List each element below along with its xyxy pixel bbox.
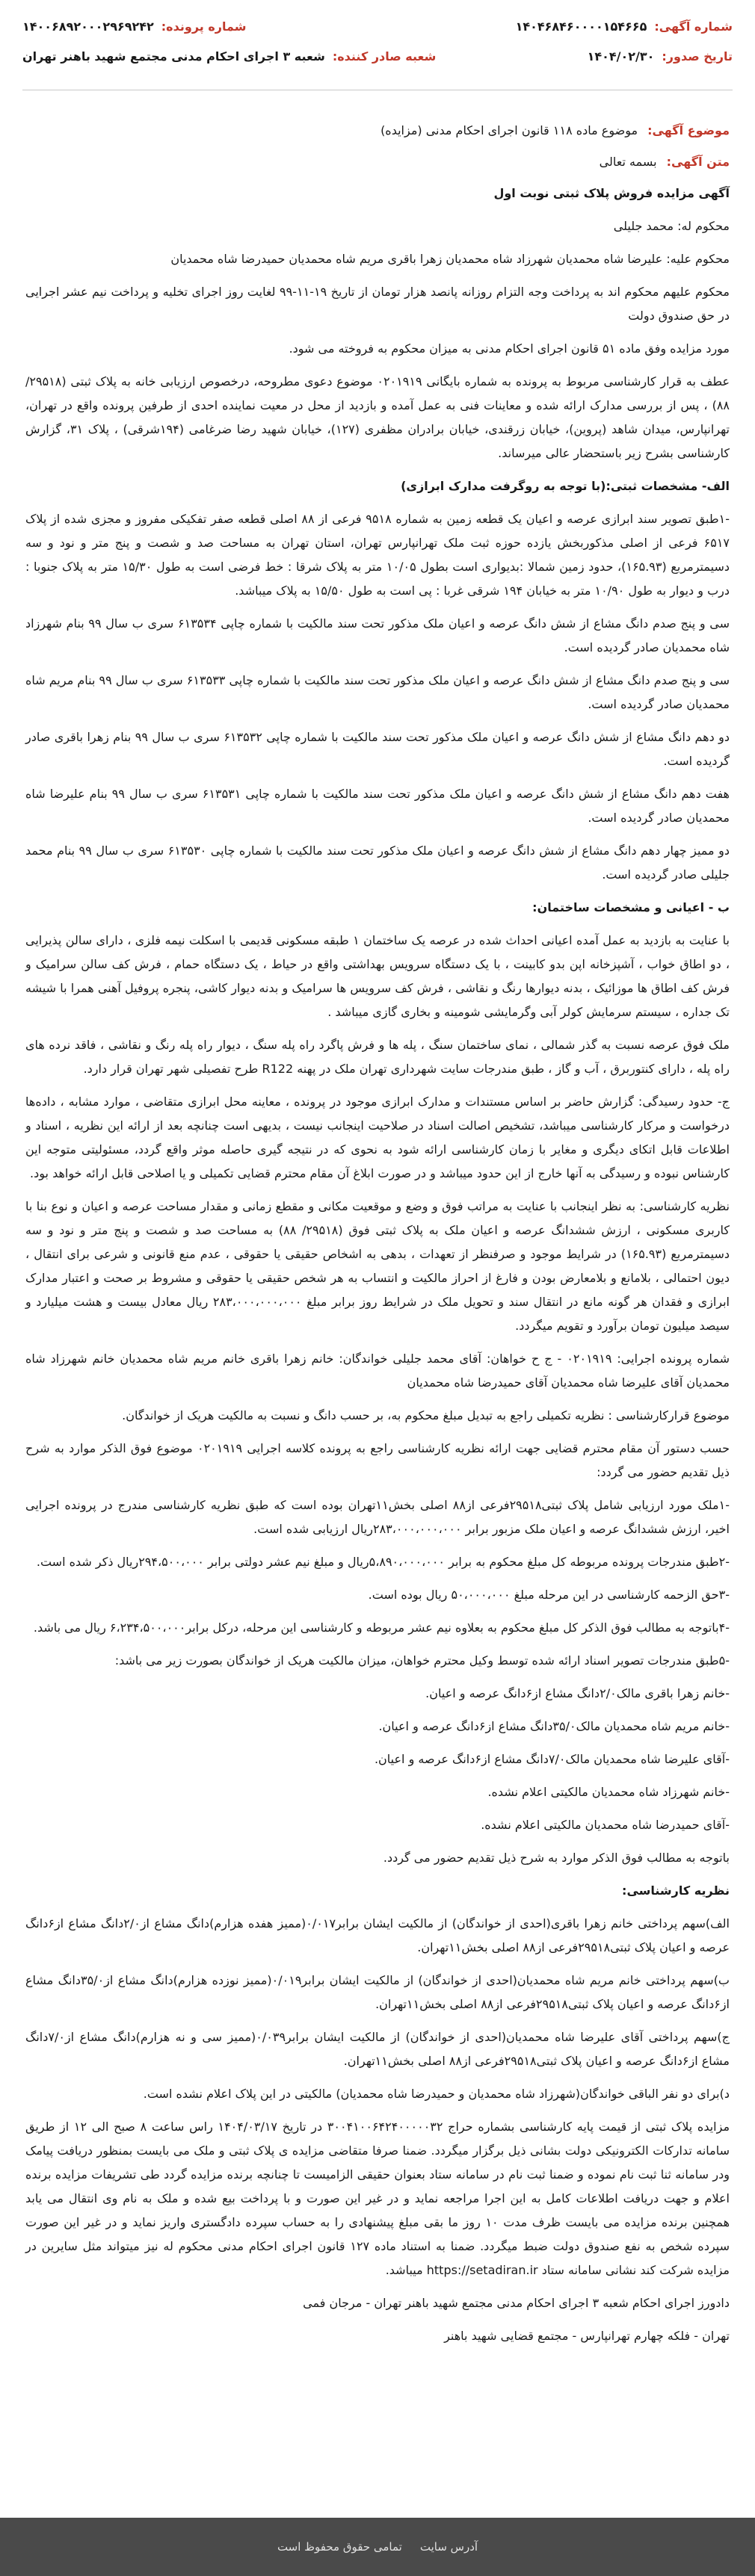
paragraph: -آقای حمیدرضا شاه محمدیان مالکیتی اعلام نشده. bbox=[481, 1818, 730, 1832]
case-number-label: شماره پرونده: bbox=[161, 19, 247, 34]
paragraph: ملک فوق عرصه نسبت به گذر شمالی ، نمای ساختمان سنگ ، پله ها و فرش پاگرد راه پله سنگ ، دیوار راه پله رنگ و نقاشی ، فاقد نرده های راه پله ، دارای کنتوربرق ، آب و گاز ، طبق مندرجات سایت شهرداری تهران ملک در پهنه R122 طرح تفصیلی شهر تهران قرار دارد. bbox=[25, 1038, 730, 1076]
paragraph: ب - اعیانی و مشخصات ساختمان: bbox=[532, 900, 730, 914]
paragraph: باتوجه به مطالب فوق الذکر موارد به شرح ذیل تقدیم حضور می گردد. bbox=[383, 1851, 730, 1865]
paragraph: محکوم له: محمد جلیلی bbox=[613, 219, 730, 233]
paragraph: -خانم شهرزاد شاه محمدیان مالکیتی اعلام نشده. bbox=[487, 1785, 730, 1799]
page-footer bbox=[0, 2518, 755, 2576]
issue-date-value: ۱۴۰۴/۰۲/۳۰ bbox=[587, 49, 655, 64]
paragraph: آگهی مزایده فروش پلاک ثبتی نوبت اول bbox=[493, 186, 730, 200]
issue-date-label: تاریخ صدور: bbox=[662, 49, 733, 64]
footer-left: آدرس سایت bbox=[419, 2540, 478, 2554]
footer-right: تمامی حقوق محفوظ است bbox=[277, 2540, 402, 2554]
paragraph: محکوم علیه: علیرضا شاه محمدیان شهرزاد شاه محمدیان زهرا باقری مریم شاه محمدیان حمیدرضا شاه محمدیان bbox=[170, 252, 730, 266]
paragraph: نظریه کارشناسی: به نظر اینجانب با عنایت به مراتب فوق و وضع و موقعیت مکانی و مقطع زمانی و مقدار مساحت عرصه و اعیان و نوع بنا با کاربری مسکونی ، ارزش ششدانگ عرصه و اعیان ملک به پلاک ثبتی فوق (۲۹۵۱۸/ ۸۸) به مساحت صد و شصت و پنج متر و نود و سه دسیمترمربع (۱۶۵.۹۳) در شرایط موجود و صرفنظر از تعهدات ، بدهی به اشخاص حقیقی یا حقوقی ، عدم منع قانونی و شرعی برای انتقال ، دیون احتمالی ، بلامانع و بلامعارض بودن و فارغ از احراز مالکیت و انتساب به هر شخص حقیقی یا حقوقی و مشروط بر صحت و اعتبار مدارک ابرازی و فقدان هر گونه مانع در انتقال سند و تحویل ملک در شرایط روز برابر مبلغ ۲۸۳،۰۰۰،۰۰۰،۰۰۰ ریال معادل بیست و هشت میلیارد و سیصد میلیون تومان برآورد و تقویم میگردد. bbox=[25, 1199, 730, 1333]
paragraph: موضوع قرارکارشناسی : نظریه تکمیلی راجع به تبدیل مبلغ محکوم به، بر حسب دانگ و نسبت به مالکیت هریک از خواندگان. bbox=[122, 1408, 730, 1422]
issue-date bbox=[588, 49, 733, 64]
paragraph-list bbox=[25, 182, 730, 2348]
paragraph: د)برای دو نفر الباقی خواندگان(شهرزاد شاه محمدیان و حمیدرضا شاه محمدیان) مالکیتی در این پلاک اعلام نشده است. bbox=[143, 2087, 730, 2101]
paragraph: الف- مشخصات ثبتی:(با توجه به روگرفت مدارک ابرازی) bbox=[401, 479, 730, 493]
paragraph: -۵طبق مندرجات تصویر اسناد ارائه شده توسط وکیل محترم خواهان، میزان مالکیت هریک از خواندگان بصورت زیر می باشد: bbox=[114, 1653, 730, 1668]
text-value: بسمه تعالی bbox=[599, 155, 657, 169]
paragraph: سی و پنج صدم دانگ مشاع از شش دانگ عرصه و اعیان ملک مذکور تحت سند مالکیت با شماره چاپی ۶۱۳۵۳۳ سری ب سال ۹۹ بنام مریم شاه محمدیان صادر گردیده است. bbox=[25, 673, 730, 711]
paragraph: ب)سهم پرداختی خانم مریم شاه محمدیان(احدی از خواندگان) از مالکیت ایشان برابر۰/۰۱۹(ممیز نوزده هزارم)دانگ مشاع از۳۵/۰دانگ مشاع از۶دانگ عرصه و اعیان پلاک ثبتی۲۹۵۱۸فرعی از۸۸ اصلی بخش۱۱تهران. bbox=[25, 1973, 730, 2011]
notice-body bbox=[0, 105, 755, 2348]
header-row-1 bbox=[22, 19, 733, 49]
ad-number bbox=[516, 19, 733, 34]
paragraph: -۱ملک مورد ارزیابی شامل پلاک ثبتی۲۹۵۱۸فرعی از۸۸ اصلی بخش۱۱تهران بوده است که طبق نظریه کارشناسی مندرج در پرونده اجرایی اخیر، ارزش ششدانگ عرصه و اعیان ملک مزبور برابر ۲۸۳،۰۰۰،۰۰۰،۰۰۰ریال ارزیابی شده است. bbox=[25, 1498, 730, 1536]
paragraph: حسب دستور آن مقام محترم قضایی جهت ارائه نظریه کارشناسی راجع به پرونده کلاسه اجرایی ۰۲۰۱۹۱۹ موضوع فوق الذکر موارد به شرح ذیل تقدیم حضور می گردد: bbox=[25, 1441, 730, 1479]
subject-value: موضوع ماده ۱۱۸ قانون اجرای احکام مدنی (مزایده) bbox=[380, 123, 638, 137]
paragraph: مورد مزایده وفق ماده ۵۱ قانون اجرای احکام مدنی به میزان محکوم به فروخته می شود. bbox=[289, 341, 730, 356]
paragraph: دو دهم دانگ مشاع از شش دانگ عرصه و اعیان ملک مذکور تحت سند مالکیت با شماره چاپی ۶۱۳۵۳۲ سری ب سال ۹۹ بنام زهرا باقری صادر گردیده است. bbox=[25, 730, 730, 768]
subject-label: موضوع آگهی: bbox=[647, 123, 730, 137]
paragraph: -۱طبق تصویر سند ابرازی عرصه و اعیان یک قطعه زمین به شماره ۹۵۱۸ فرعی از ۸۸ اصلی قطعه صفر تفکیکی مفروز و مجزی شده از پلاک ۶۵۱۷ فرعی از اصلی مذکوربخش یازده حوزه ثبت ملک تهرانپارس تهران، استان تهران به مساحت صد و شصت و پنج متر و نود و سه دسیمترمربع (۱۶۵.۹۳)، حدود زمین شمالا :بدیواری است بطول ۱۰/۰۵ متر به پلاک شرقا : خط فرضی است به طول ۱۵/۳۰ متر به پلاک جنوبا : درب و دیوار به طول ۱۰/۹۰ متر به خیابان ۱۹۴ شرقی غربا : پی است به طول ۱۵/۵۰ به پلاک میباشد. bbox=[25, 512, 730, 598]
issuer-value: شعبه ۳ اجرای احکام مدنی مجتمع شهید باهنر تهران bbox=[22, 49, 325, 64]
paragraph: -۲طبق مندرجات پرونده مربوطه کل مبلغ محکوم به برابر ۵،۸۹۰،۰۰۰،۰۰۰ریال و مبلغ نیم عشر دولتی برابر ۲۹۴،۵۰۰،۰۰۰ریال ذکر شده است. bbox=[36, 1555, 730, 1569]
paragraph: با عنایت به بازدید به عمل آمده اعیانی احداث شده در عرصه یک ساختمان ۱ طبقه مسکونی قدیمی با اسکلت نیمه فلزی ، دارای سالن پذیرایی ، دو اطاق خواب ، آشپزخانه اپن بدو کابینت ، با یک دستگاه سرویس بهداشتی واقع در حیاط ، یک دستگاه حمام ، فرش کف سالن سرامیک و فرش کف اطاق ها موزائیک ، بدنه دیوارها رنگ و نقاشی ، فرش کف سرویس ها سرامیک و بدنه دیوار کاشی، پنجره پروفیل آهنی همرا با شیشه تک جداره ، سیستم سرمایش کولر آبی وگرمایشی شومینه و بخاری گازی میباشد . bbox=[25, 933, 730, 1019]
ad-number-label: شماره آگهی: bbox=[654, 19, 733, 34]
paragraph: نظریه کارشناسی: bbox=[622, 1883, 730, 1898]
text-row bbox=[25, 150, 730, 174]
paragraph: دادورز اجرای احکام شعبه ۳ اجرای احکام مدنی مجتمع شهید باهنر تهران - مرجان فمی bbox=[303, 2296, 730, 2310]
paragraph: شماره پرونده اجرایی: ۰۲۰۱۹۱۹ - ج ح خواهان: آقای محمد جلیلی خواندگان: خانم زهرا باقری خانم مریم شاه محمدیان خانم شهرزاد شاه محمدیان آقای علیرضا شاه محمدیان آقای حمیدرضا شاه محمدیان bbox=[25, 1352, 730, 1390]
subject-row bbox=[25, 119, 730, 143]
paragraph: عطف به قرار کارشناسی مربوط به پرونده به شماره بایگانی ۰۲۰۱۹۱۹ موضوع دعوی مطروحه، درخصوص ارزیابی خانه به پلاک ثبتی (۲۹۵۱۸/ ۸۸) ، پس از بررسی مدارک ارائه شده و معاینات فنی به عمل آمده و بازدید از محل در معیت نماینده احدی از طرفین پرونده واقع در تهران، تهرانپارس، میدان شاهد (پروین)، خیابان زرقندی، خیابان برادران مظفری (۱۲۷)، خیابان شهید رضا ضرغامی (۱۹۴شرقی) ، پلاک ۳۱، گزارش کارشناسی بشرح زیر باستحضار عالی میرساند. bbox=[25, 374, 730, 460]
header-row-2 bbox=[22, 49, 733, 79]
case-number bbox=[22, 19, 246, 34]
paragraph: تهران - فلکه چهارم تهرانپارس - مجتمع قضایی شهید باهنر bbox=[444, 2329, 730, 2343]
paragraph: سی و پنج صدم دانگ مشاع از شش دانگ عرصه و اعیان ملک مذکور تحت سند مالکیت با شماره چاپی ۶۱۳۵۳۴ سری ب سال ۹۹ بنام شهرزاد شاه محمدیان صادر گردیده است. bbox=[25, 616, 730, 654]
paragraph: -خانم زهرا باقری مالک۲/۰دانگ مشاع از۶دانگ عرصه و اعیان. bbox=[425, 1686, 730, 1700]
issuer-label: شعبه صادر کننده: bbox=[332, 49, 437, 64]
paragraph: محکوم علیهم محکوم اند به پرداخت وجه التزام روزانه پانصد هزار تومان از تاریخ ۱۹-۱۱-۹۹ لغایت روز اجرای تخلیه و پرداخت نیم عشر اجرایی در حق صندوق دولت bbox=[25, 285, 730, 323]
case-number-value: ۱۴۰۰۶۸۹۲۰۰۰۲۹۶۹۲۴۲ bbox=[22, 19, 154, 34]
paragraph: مزایده پلاک ثبتی از قیمت پایه کارشناسی بشماره حراج ۳۰۰۴۱۰۰۶۴۲۴۰۰۰۰۰۳۲ در تاریخ ۱۴۰۴/۰۳/۱۷ راس ساعت ۸ صبح الی ۱۲ از طریق سامانه تدارکات الکترونیکی دولت بشانی ذیل برگزار میگردد. ضمنا صرفا متقاضی مزایده ی پلاک ثبتی و ملک می بایست بمنظور دریافت پیامک ودر سامانه ثنا ثبت نام نموده و ضمنا ثبت نام در سامانه ستاد بعنوان حقیقی الزامیست تا چنانچه برنده مزایده گردد طی تشریفات مزایده برنده اعلام و جهت دریافت اطلاعات کامل به این اجرا مراجعه نماید و در غیر این صورت و با پرداخت بیع شده و ملک به نام وی انتقال می یابد همچنین برنده مزایده می بایست ظرف مدت ۱۰ روز ما بقی مبلغ پیشنهادی را به حساب سپرده دادگستری واریز نماید و در غیر این صورت سپرده شخص به نفع صندوق دولت ضبط میگردد. ضمنا به استناد ماده ۱۲۷ قانون اجرای احکام مدنی محکوم له نیز میتواند مثل سایرین در مزایده شرکت کند نشانی سامانه ستاد https://setadiran.ir میباشد. bbox=[25, 2120, 730, 2277]
paragraph: هفت دهم دانگ مشاع از شش دانگ عرصه و اعیان ملک مذکور تحت سند مالکیت با شماره چاپی ۶۱۳۵۳۱ سری ب سال ۹۹ بنام علیرضا شاه محمدیان صادر گردیده است. bbox=[25, 787, 730, 825]
paragraph: -۳حق الزحمه کارشناسی در این مرحله مبلغ ۵۰،۰۰۰،۰۰۰ ریال بوده است. bbox=[368, 1588, 730, 1602]
issuer bbox=[22, 49, 436, 64]
text-label: متن آگهی: bbox=[666, 155, 730, 169]
notice-header bbox=[0, 0, 755, 105]
paragraph: الف)سهم پرداختی خانم زهرا باقری(احدی از خواندگان) از مالکیت ایشان برابر۰/۰۱۷(ممیز هفده هزارم)دانگ مشاع از۲/۰دانگ مشاع از۶دانگ عرصه و اعیان پلاک ثبتی۲۹۵۱۸فرعی از۸۸ اصلی بخش۱۱تهران. bbox=[25, 1916, 730, 1954]
ad-number-value: ۱۴۰۴۶۸۴۶۰۰۰۰۱۵۴۶۶۵ bbox=[515, 19, 647, 34]
paragraph: ج)سهم پرداختی آقای علیرضا شاه محمدیان(احدی از خواندگان) از مالکیت ایشان برابر۰/۰۳۹(ممیز سی و نه هزارم)دانگ مشاع از۷/۰دانگ مشاع از۶دانگ عرصه و اعیان پلاک ثبتی۲۹۵۱۸فرعی از۸۸ اصلی بخش۱۱تهران. bbox=[25, 2030, 730, 2068]
paragraph: -آقای علیرضا شاه محمدیان مالک۷/۰دانگ مشاع از۶دانگ عرصه و اعیان. bbox=[374, 1752, 730, 1766]
paragraph: دو ممیز چهار دهم دانگ مشاع از شش دانگ عرصه و اعیان ملک مذکور تحت سند مالکیت با شماره چاپی ۶۱۳۵۳۰ سری ب سال ۹۹ بنام محمد جلیلی صادر گردیده است. bbox=[25, 843, 730, 882]
paragraph: -خانم مریم شاه محمدیان مالک۳۵/۰دانگ مشاع از۶دانگ عرصه و اعیان. bbox=[378, 1719, 730, 1733]
paragraph: -۴باتوجه به مطالب فوق الذکر کل مبلغ محکوم به بعلاوه نیم عشر مربوطه و کارشناسی این مرحله، درکل برابر۶،۲۳۴،۵۰۰،۰۰۰ ریال می باشد. bbox=[33, 1620, 730, 1635]
paragraph: ج- حدود رسیدگی: گزارش حاضر بر اساس مستندات و مدارک ابرازی موجود در پرونده ، معاینه محل ابرازی متقاضی ، موارد مشابه ، داده‌ها درخواست و مرکار کارشناسی میباشد، تشخیص اصالت اسناد در صلاحیت اینجانب نیست ، بدیهی است چنانچه بعد از ارائه این نظریه ، اسناد و اطلاعات قابل اتکای دیگری و مغایر با زمان کارشناسی ارائه شود به نحوی که در نتیجه گیری حاصله موثر واقع گردد، مسئولیتی متوجه این کارشناس نبوده و رسیدگی به آنها خارج از این حدود میباشد و در صورت ابلاغ آن مقام محترم قضایی تکمیلی و یا اصلاحی قابل ارائه خواهد بود. bbox=[25, 1095, 730, 1180]
